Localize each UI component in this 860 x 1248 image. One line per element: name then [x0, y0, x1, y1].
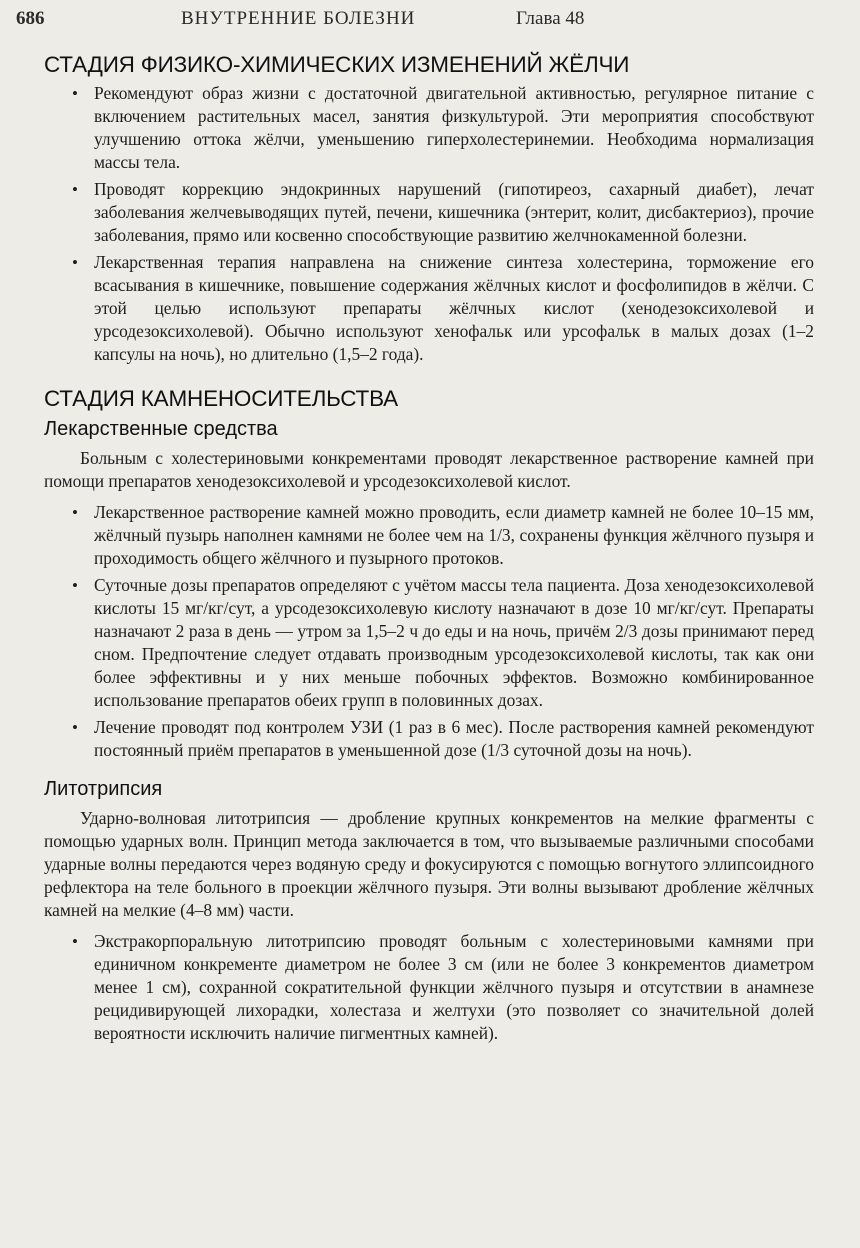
list-item — [44, 716, 814, 762]
list-item-text: Лечение проводят под контролем УЗИ (1 раз в 6 мес). После растворения камней рекомендуют постоянный приём препаратов в уменьшенной дозе (1/3 суточной дозы на ночь). — [94, 717, 814, 760]
list-item-text: Рекомендуют образ жизни с достаточной двигательной активностью, регулярное питание с включением растительных масел, занятия физкультурой. Эти мероприятия способствуют улучшению оттока жёлчи, уменьшению гиперхолестеринемии. Необходима нормализация массы тела. — [94, 83, 814, 172]
subsection-title-drugs: Лекарственные средства — [44, 418, 278, 440]
list-item-text: Лекарственное растворение камней можно проводить, если диаметр камней не более 10–15 мм, жёлчный пузырь наполнен камнями не более чем на 1/3, сохранены функция жёлчного пузыря и проходимость общего жёлчного и пузырного протоков. — [94, 502, 814, 568]
list-item — [44, 501, 814, 570]
drugs-intro: Больным с холестериновыми конкрементами проводят лекарственное растворение камней при помощи препаратов хенодезоксихолевой и урсодезоксихолевой кислот. — [44, 448, 814, 491]
lithotripsy-list — [44, 930, 814, 1045]
list-item-text: Проводят коррекцию эндокринных нарушений (гипотиреоз, сахарный диабет), лечат заболевания желчевыводящих путей, печени, кишечника (энтерит, колит, дисбактериоз), прочие заболевания, прямо или косвенно способствующие развитию желчнокаменной болезни. — [94, 179, 814, 245]
lithotripsy-intro: Ударно-волновая литотрипсия — дробление крупных конкрементов на мелкие фрагменты с помощью ударных волн. Принцип метода заключается в том, что вызываемые различными способами ударные волны передаются через водяную среду и фокусируются с помощью вогнутого эллипсоидного рефлектора на теле больного в проекции жёлчного пузыря. Эти волны вызывают дробление жёлчных камней на мелкие (4–8 мм) части. — [44, 808, 814, 920]
chapter-label: Глава 48 — [516, 8, 585, 29]
bullet-icon: • — [72, 503, 78, 522]
bullet-icon: • — [72, 84, 78, 103]
subsection-title-lithotripsy: Литотрипсия — [44, 778, 163, 800]
bullet-icon: • — [72, 932, 78, 951]
bullet-icon: • — [72, 576, 78, 595]
drugs-list — [44, 501, 814, 762]
list-item — [44, 82, 814, 174]
physchem-list — [44, 82, 814, 366]
list-item — [44, 251, 814, 366]
page-number: 686 — [16, 8, 45, 29]
list-item — [44, 930, 814, 1045]
page-content — [44, 52, 814, 1049]
section-title-physchem: СТАДИЯ ФИЗИКО-ХИМИЧЕСКИХ ИЗМЕНЕНИЙ ЖЁЛЧИ — [44, 52, 630, 77]
section-title-stone: СТАДИЯ КАМНЕНОСИТЕЛЬСТВА — [44, 386, 398, 411]
list-item-text: Суточные дозы препаратов определяют с учётом массы тела пациента. Доза хенодезоксихолевой кислоты 15 мг/кг/сут, а урсодезоксихолевую кислоту назначают в дозе 10 мг/кг/сут. Препараты назначают 2 раза в день — утром за 1,5–2 ч до еды и на ночь, причём 2/3 дозы принимают перед сном. Предпочтение следует отдавать производным урсодезоксихолевой кислоты, так как они более эффективны и у них меньше побочных эффектов. Возможно комбинированное использование препаратов обеих групп в половинных дозах. — [94, 575, 814, 710]
bullet-icon: • — [72, 718, 78, 737]
list-item — [44, 178, 814, 247]
bullet-icon: • — [72, 253, 78, 272]
bullet-icon: • — [72, 180, 78, 199]
book-title: ВНУТРЕННИЕ БОЛЕЗНИ — [181, 8, 416, 29]
list-item-text: Лекарственная терапия направлена на снижение синтеза холестерина, торможение его всасывания в кишечнике, повышение содержания жёлчных кислот и фосфолипидов в жёлчи. С этой целью используют препараты жёлчных кислот (хенодезоксихолевой и урсодезоксихолевой). Обычно используют хенофальк или урсофальк в малых дозах (1–2 капсулы на ночь), но длительно (1,5–2 года). — [94, 252, 814, 364]
list-item-text: Экстракорпоральную литотрипсию проводят больным с холестериновыми камнями при единичном конкременте диаметром не более 3 см (или не более 3 конкрементов диаметром менее 1 см), сохранной сократительной функции жёлчного пузыря и отсутствии в анамнезе рецидивирующей лихорадки, холестаза и желтухи (это позволяет со значительной долей вероятности исключить наличие пигментных камней). — [94, 931, 814, 1043]
running-header — [16, 6, 844, 30]
list-item — [44, 574, 814, 712]
